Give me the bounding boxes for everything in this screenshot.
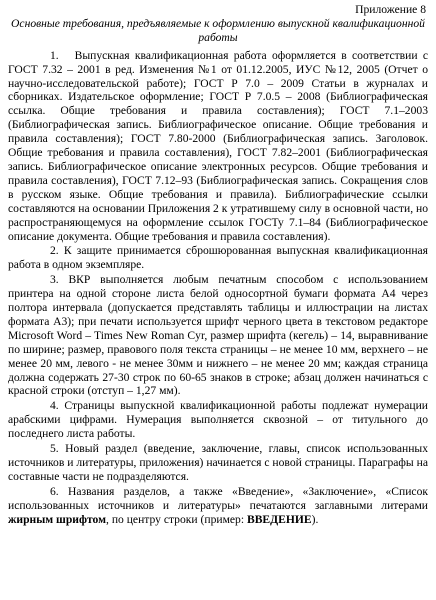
bold-phrase: жирным шрифтом [8,512,107,526]
paragraph-text-end: ). [311,512,319,526]
paragraph-4 [8,399,428,441]
paragraph-text: Выпускная квалификационная работа оформляется в соответствии с ГОСТ 7.32 – 2001 в ред. Изменения №1 от 01.12.2005, ИУС №12, 2005 (Отчет о научно-исследовательской работе); ГОСТ Р 7.0 – 2009 Статьи в журналах и сборниках. Издательское оформление; ГОСТ Р 7.0.5 – 2008 (Библиографическая ссылка. Общие требования и правила составления); ГОСТ 7.1–2003 (Библиографическая запись. Библиографическое описание. Общие требования и правила составления); ГОСТ 7.80-2000 (Библиографическая запись. Заголовок. Общие требования и правила составления), ГОСТ 7.82–2001 (Библиографическая запись. Библиографическое описание электронных ресурсов. Общие требования и правила составления), ГОСТ 7.12–93 (Библиографическая запись. Сокращения слов в русском языке. Общие требования и правила). Библиографические ссылки составляются на основании Приложения 2 к утратившему силу в основной части, но распространяющемуся на оформление ссылок ГОСТу 7.1–84 (Библиографическое описание документа. Общие требования и правила составления). [8,48,428,243]
paragraph-number: 6. [50,484,59,498]
paragraph-text-middle: , по центру строки (пример: [106,512,247,526]
document-title: Основные требования, предъявляемые к оформлению выпускной квалификационной работы [11,16,425,44]
paragraph-text: ВКР выполняется любым печатным способом с использованием принтера на одной стороне листа белой односортной бумаги формата А4 через полтора интервала (допускается представлять таблицы и иллюстрации на листах формата А3); при печати используется шрифт черного цвета в текстовом редакторе Microsoft Word – Times New Roman Cyr, размер шрифта (кегель) – 14, выравнивание по ширине; размер, правового поля текста страницы – не менее 10 мм, верхнего – не менее 20 мм, левого - не менее 30мм и нижнего – не менее 20 мм; каждая страница должна содержать 27-30 строк по 60-65 знаков в строке; абзац должен начинаться с красной строки (отступ – 1,27 мм). [8,273,428,398]
appendix-label: Приложение 8 [355,3,426,16]
paragraph-text-start: Названия разделов, а также «Введение», «Заключение», «Список использованных источников и литературы» печатаются заглавными литерами [8,484,428,512]
paragraph-number: 5. [50,442,59,456]
paragraph-1 [8,49,428,244]
paragraph-text: Новый раздел (введение, заключение, главы, список использованных источников и литературы, приложения) начинается с новой страницы. Параграфы на составные части не подразделяются. [8,442,428,483]
paragraph-5 [8,442,428,484]
bold-example: ВВЕДЕНИЕ [246,512,312,526]
paragraph-text: К защите принимается сброшюрованная выпускная квалификационная работа в одном экземпляре. [8,244,428,272]
paragraph-2 [8,244,428,272]
paragraph-text: Страницы выпускной квалификационной работы подлежат нумерации арабскими цифрами. Нумерация выполняется сквозной – от титульного до последнего листа работы. [8,399,428,441]
paragraph-6 [8,485,428,527]
paragraph-number: 3. [50,273,59,287]
paragraph-number: 1. [50,48,59,62]
paragraph-3 [8,273,428,398]
paragraph-number: 4. [50,399,59,413]
paragraph-number: 2. [50,244,59,258]
